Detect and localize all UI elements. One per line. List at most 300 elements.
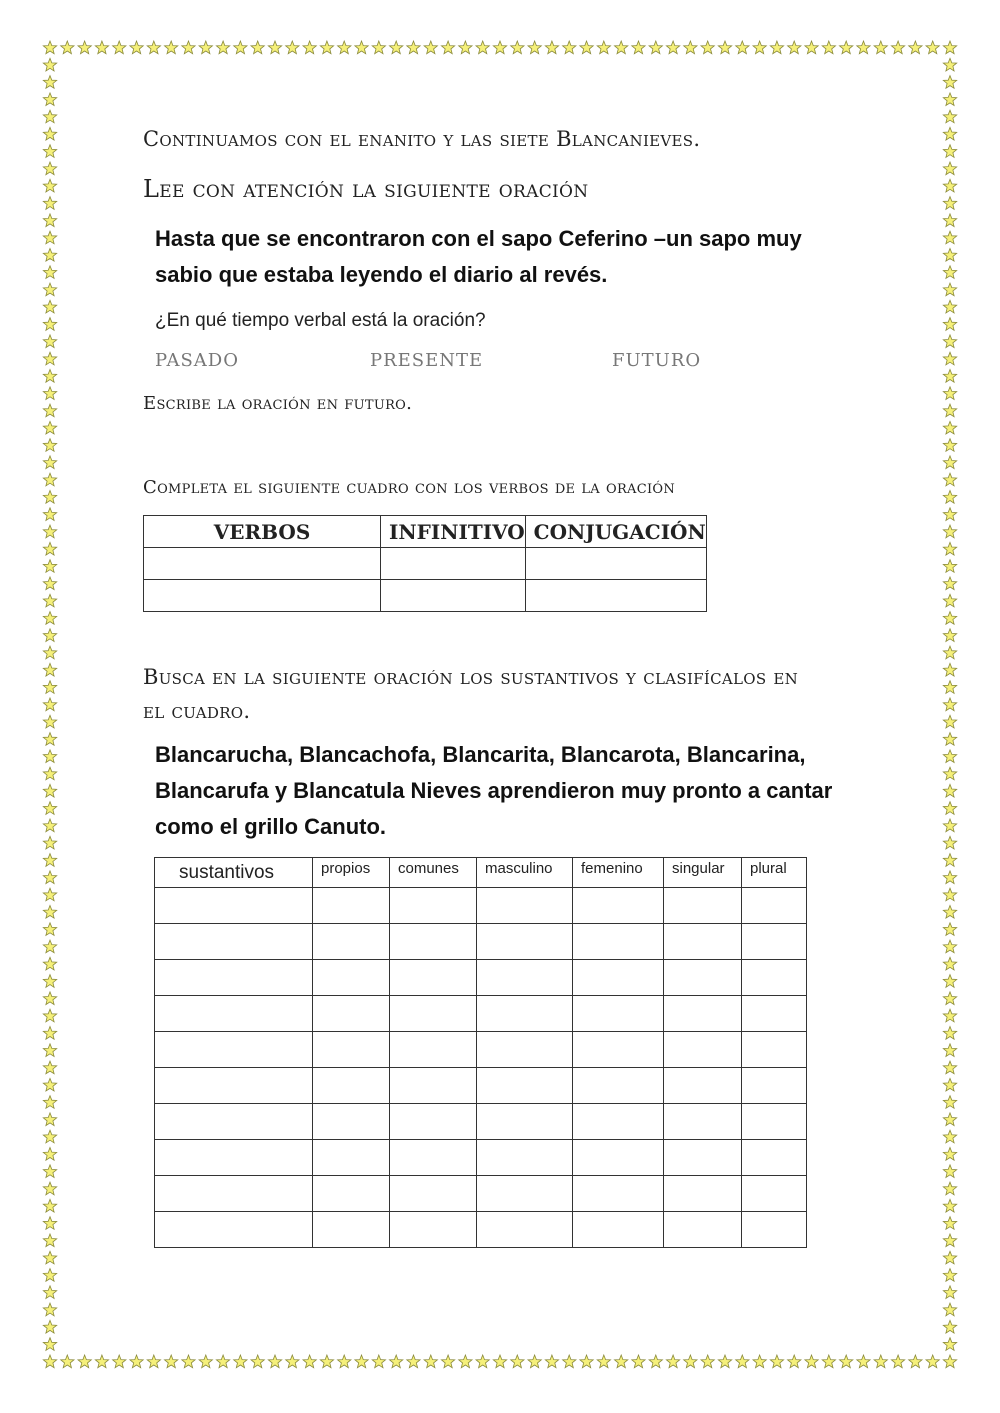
star-icon bbox=[511, 1355, 524, 1368]
star-icon bbox=[943, 1009, 956, 1022]
star-icon bbox=[43, 145, 56, 158]
star-icon bbox=[441, 41, 454, 54]
star-icon bbox=[43, 836, 56, 849]
star-icon bbox=[43, 1320, 56, 1333]
star-icon bbox=[424, 41, 437, 54]
star-icon bbox=[61, 41, 74, 54]
star-icon bbox=[43, 525, 56, 538]
star-icon bbox=[43, 1303, 56, 1316]
table-cell[interactable] bbox=[390, 960, 477, 996]
star-icon bbox=[43, 715, 56, 728]
table-cell[interactable] bbox=[742, 996, 807, 1032]
table-cell[interactable] bbox=[742, 888, 807, 924]
star-icon bbox=[943, 975, 956, 988]
question-verb-tense: ¿En qué tiempo verbal está la oración? bbox=[155, 310, 486, 331]
star-icon bbox=[943, 335, 956, 348]
star-icon bbox=[372, 1355, 385, 1368]
star-icon bbox=[216, 1355, 229, 1368]
heading-read-sentence: Lee con atención la siguiente oración bbox=[143, 175, 589, 203]
star-icon bbox=[943, 145, 956, 158]
star-icon bbox=[43, 1199, 56, 1212]
star-icon bbox=[943, 750, 956, 763]
star-icon bbox=[43, 698, 56, 711]
star-icon bbox=[632, 41, 645, 54]
star-icon bbox=[199, 41, 212, 54]
star-icon bbox=[943, 162, 956, 175]
sentence-sapo-ceferino: Hasta que se encontraron con el sapo Ceferino –un sapo muy sabio que estaba leyendo el diario al revés. bbox=[155, 226, 802, 287]
table-cell[interactable] bbox=[664, 924, 742, 960]
star-icon bbox=[943, 58, 956, 71]
table-cell[interactable] bbox=[477, 1212, 573, 1248]
star-icon bbox=[943, 525, 956, 538]
star-icon bbox=[43, 646, 56, 659]
instruction-complete-table: Completa el siguiente cuadro con los verbos de la oración bbox=[143, 477, 676, 498]
heading-continuation: Continuamos con el enanito y las siete Blancanieves. bbox=[143, 127, 701, 151]
table-row bbox=[155, 888, 807, 924]
star-icon bbox=[43, 127, 56, 140]
star-icon bbox=[943, 93, 956, 106]
star-icon bbox=[320, 41, 333, 54]
star-icon bbox=[234, 1355, 247, 1368]
table-cell[interactable] bbox=[525, 580, 706, 612]
table-row bbox=[155, 996, 807, 1032]
star-icon bbox=[788, 41, 801, 54]
star-icon bbox=[943, 1251, 956, 1264]
table-cell[interactable] bbox=[144, 548, 381, 580]
table-cell[interactable] bbox=[390, 996, 477, 1032]
star-icon bbox=[43, 421, 56, 434]
star-icon bbox=[943, 1355, 956, 1368]
star-icon bbox=[943, 491, 956, 504]
table-cell[interactable] bbox=[381, 580, 526, 612]
star-icon bbox=[943, 1113, 956, 1126]
star-icon bbox=[666, 1355, 679, 1368]
table-cell[interactable] bbox=[573, 1032, 664, 1068]
star-icon bbox=[943, 940, 956, 953]
star-icon bbox=[43, 577, 56, 590]
table-cell[interactable] bbox=[477, 1140, 573, 1176]
table-cell[interactable] bbox=[313, 1140, 390, 1176]
star-icon bbox=[43, 473, 56, 486]
star-icon bbox=[43, 802, 56, 815]
star-icon bbox=[943, 594, 956, 607]
table-cell[interactable] bbox=[390, 1032, 477, 1068]
star-icon bbox=[43, 854, 56, 867]
table-cell[interactable] bbox=[742, 1212, 807, 1248]
star-icon bbox=[43, 1044, 56, 1057]
star-icon bbox=[943, 871, 956, 884]
star-icon bbox=[597, 41, 610, 54]
star-icon bbox=[95, 1355, 108, 1368]
star-icon bbox=[943, 1286, 956, 1299]
table-cell[interactable] bbox=[664, 996, 742, 1032]
star-icon bbox=[822, 1355, 835, 1368]
table-cell[interactable] bbox=[313, 888, 390, 924]
star-icon bbox=[943, 283, 956, 296]
table-cell[interactable] bbox=[155, 1140, 313, 1176]
star-icon bbox=[943, 266, 956, 279]
star-icon bbox=[43, 629, 56, 642]
table-row bbox=[155, 1176, 807, 1212]
table-cell[interactable] bbox=[477, 1176, 573, 1212]
star-icon bbox=[597, 1355, 610, 1368]
star-icon bbox=[943, 715, 956, 728]
star-icon bbox=[43, 335, 56, 348]
star-icon bbox=[43, 1027, 56, 1040]
star-icon bbox=[943, 456, 956, 469]
star-icon bbox=[701, 1355, 714, 1368]
star-icon bbox=[43, 612, 56, 625]
table-cell[interactable] bbox=[155, 1176, 313, 1212]
star-icon bbox=[216, 41, 229, 54]
table-cell[interactable] bbox=[390, 1212, 477, 1248]
star-icon bbox=[943, 560, 956, 573]
star-icon bbox=[43, 767, 56, 780]
star-icon bbox=[943, 957, 956, 970]
star-icon bbox=[268, 41, 281, 54]
star-icon bbox=[943, 1320, 956, 1333]
table-row bbox=[155, 924, 807, 960]
star-icon bbox=[943, 1182, 956, 1195]
table-cell[interactable] bbox=[155, 960, 313, 996]
star-icon bbox=[43, 681, 56, 694]
star-icon bbox=[943, 1165, 956, 1178]
table-cell[interactable] bbox=[573, 1176, 664, 1212]
star-icon bbox=[943, 681, 956, 694]
star-icon bbox=[943, 1061, 956, 1074]
table-cell[interactable] bbox=[573, 1104, 664, 1140]
star-icon bbox=[43, 266, 56, 279]
star-icon bbox=[459, 41, 472, 54]
verbs-table bbox=[143, 515, 707, 612]
star-icon bbox=[147, 1355, 160, 1368]
star-icon bbox=[43, 352, 56, 365]
star-icon bbox=[441, 1355, 454, 1368]
star-icon bbox=[355, 1355, 368, 1368]
header-sustantivos: sustantivos bbox=[155, 858, 313, 888]
star-icon bbox=[476, 1355, 489, 1368]
star-icon bbox=[545, 1355, 558, 1368]
star-icon bbox=[43, 300, 56, 313]
star-icon bbox=[943, 836, 956, 849]
star-icon bbox=[943, 1217, 956, 1230]
star-icon bbox=[943, 1148, 956, 1161]
star-icon bbox=[43, 871, 56, 884]
star-icon bbox=[61, 1355, 74, 1368]
star-icon bbox=[943, 733, 956, 746]
star-icon bbox=[943, 854, 956, 867]
star-icon bbox=[130, 1355, 143, 1368]
table-cell[interactable] bbox=[664, 960, 742, 996]
table-cell[interactable] bbox=[390, 888, 477, 924]
header-infinitivo: INFINITIVO bbox=[381, 516, 526, 548]
star-icon bbox=[43, 179, 56, 192]
option-pasado[interactable]: PASADO bbox=[155, 350, 239, 371]
table-cell[interactable] bbox=[313, 1068, 390, 1104]
sentence-blancanieves-names: Blancarucha, Blancachofa, Blancarita, Blancarota, Blancarina, Blancarufa y Blancatula Nieves aprendieron muy pronto a cantar como el grillo Canuto. bbox=[155, 742, 833, 839]
star-icon bbox=[926, 1355, 939, 1368]
star-icon bbox=[857, 1355, 870, 1368]
star-icon bbox=[770, 1355, 783, 1368]
star-icon bbox=[43, 370, 56, 383]
star-icon bbox=[43, 923, 56, 936]
star-icon bbox=[943, 767, 956, 780]
table-cell[interactable] bbox=[390, 1140, 477, 1176]
star-icon bbox=[43, 318, 56, 331]
star-icon bbox=[943, 612, 956, 625]
table-cell[interactable] bbox=[313, 1104, 390, 1140]
table-cell[interactable] bbox=[155, 1212, 313, 1248]
table-cell[interactable] bbox=[525, 548, 706, 580]
star-icon bbox=[43, 1096, 56, 1109]
star-icon bbox=[43, 594, 56, 607]
header-femenino: femenino bbox=[573, 858, 664, 888]
table-cell[interactable] bbox=[573, 924, 664, 960]
table-cell[interactable] bbox=[573, 1068, 664, 1104]
header-singular: singular bbox=[664, 858, 742, 888]
table-row bbox=[155, 1212, 807, 1248]
star-icon bbox=[43, 975, 56, 988]
table-cell[interactable] bbox=[313, 1212, 390, 1248]
star-icon bbox=[147, 41, 160, 54]
star-icon bbox=[943, 1199, 956, 1212]
star-icon bbox=[130, 41, 143, 54]
star-icon bbox=[43, 542, 56, 555]
star-icon bbox=[736, 41, 749, 54]
star-icon bbox=[43, 110, 56, 123]
star-icon bbox=[43, 1009, 56, 1022]
star-icon bbox=[874, 41, 887, 54]
star-icon bbox=[43, 1338, 56, 1351]
table-cell[interactable] bbox=[664, 1032, 742, 1068]
star-icon bbox=[43, 1217, 56, 1230]
table-cell[interactable] bbox=[477, 1104, 573, 1140]
table-cell[interactable] bbox=[573, 960, 664, 996]
star-icon bbox=[943, 300, 956, 313]
table-cell[interactable] bbox=[313, 1032, 390, 1068]
option-futuro[interactable]: FUTURO bbox=[612, 350, 702, 371]
star-icon bbox=[390, 41, 403, 54]
star-icon bbox=[43, 906, 56, 919]
star-icon bbox=[182, 1355, 195, 1368]
star-icon bbox=[805, 1355, 818, 1368]
star-icon bbox=[43, 1269, 56, 1282]
header-masculino: masculino bbox=[477, 858, 573, 888]
star-icon bbox=[805, 41, 818, 54]
table-cell[interactable] bbox=[155, 1032, 313, 1068]
star-icon bbox=[43, 508, 56, 521]
table-cell[interactable] bbox=[742, 924, 807, 960]
star-icon bbox=[563, 41, 576, 54]
option-presente[interactable]: PRESENTE bbox=[370, 350, 484, 371]
star-icon bbox=[718, 1355, 731, 1368]
table-cell[interactable] bbox=[573, 888, 664, 924]
star-icon bbox=[943, 1269, 956, 1282]
nouns-header-row bbox=[155, 858, 807, 888]
table-row bbox=[155, 1068, 807, 1104]
star-icon bbox=[943, 819, 956, 832]
star-icon bbox=[199, 1355, 212, 1368]
star-icon bbox=[320, 1355, 333, 1368]
star-icon bbox=[943, 1130, 956, 1143]
star-icon bbox=[943, 439, 956, 452]
star-icon bbox=[459, 1355, 472, 1368]
star-icon bbox=[268, 1355, 281, 1368]
star-icon bbox=[165, 1355, 178, 1368]
star-icon bbox=[615, 41, 628, 54]
star-icon bbox=[286, 1355, 299, 1368]
star-icon bbox=[43, 1251, 56, 1264]
table-cell[interactable] bbox=[313, 1176, 390, 1212]
table-cell[interactable] bbox=[742, 1068, 807, 1104]
table-cell[interactable] bbox=[144, 580, 381, 612]
star-icon bbox=[943, 473, 956, 486]
header-propios: propios bbox=[313, 858, 390, 888]
star-icon bbox=[95, 41, 108, 54]
star-icon bbox=[891, 41, 904, 54]
star-icon bbox=[43, 404, 56, 417]
table-cell[interactable] bbox=[390, 1176, 477, 1212]
star-icon bbox=[580, 41, 593, 54]
table-cell[interactable] bbox=[573, 1212, 664, 1248]
star-icon bbox=[684, 1355, 697, 1368]
star-icon bbox=[943, 1234, 956, 1247]
header-conjugacion: CONJUGACIÓN bbox=[525, 516, 706, 548]
star-icon bbox=[943, 249, 956, 262]
table-cell[interactable] bbox=[664, 1068, 742, 1104]
table-cell[interactable] bbox=[742, 1104, 807, 1140]
star-icon bbox=[43, 162, 56, 175]
star-icon bbox=[43, 957, 56, 970]
star-icon bbox=[407, 1355, 420, 1368]
star-icon bbox=[943, 646, 956, 659]
star-icon bbox=[407, 41, 420, 54]
verbs-header-row bbox=[144, 516, 707, 548]
star-icon bbox=[943, 923, 956, 936]
star-icon bbox=[338, 1355, 351, 1368]
star-icon bbox=[528, 41, 541, 54]
table-cell[interactable] bbox=[390, 1068, 477, 1104]
star-icon bbox=[545, 41, 558, 54]
star-icon bbox=[649, 1355, 662, 1368]
table-cell[interactable] bbox=[664, 1140, 742, 1176]
table-cell[interactable] bbox=[477, 960, 573, 996]
star-icon bbox=[943, 698, 956, 711]
star-icon bbox=[943, 992, 956, 1005]
star-icon bbox=[43, 1182, 56, 1195]
table-cell[interactable] bbox=[664, 888, 742, 924]
star-icon bbox=[943, 179, 956, 192]
table-cell[interactable] bbox=[477, 1032, 573, 1068]
table-cell[interactable] bbox=[381, 548, 526, 580]
table-cell[interactable] bbox=[664, 1176, 742, 1212]
table-cell[interactable] bbox=[313, 996, 390, 1032]
instruction-find-nouns: Busca en la siguiente oración los sustantivos y clasifícalos en el cuadro. bbox=[143, 665, 799, 723]
star-icon bbox=[840, 41, 853, 54]
table-cell[interactable] bbox=[664, 1212, 742, 1248]
star-icon bbox=[43, 1148, 56, 1161]
star-icon bbox=[943, 214, 956, 227]
table-cell[interactable] bbox=[313, 924, 390, 960]
table-cell[interactable] bbox=[155, 1104, 313, 1140]
table-cell[interactable] bbox=[742, 1032, 807, 1068]
star-icon bbox=[528, 1355, 541, 1368]
table-row bbox=[155, 1032, 807, 1068]
star-icon bbox=[43, 387, 56, 400]
star-icon bbox=[909, 1355, 922, 1368]
star-icon bbox=[943, 387, 956, 400]
star-icon bbox=[943, 1338, 956, 1351]
star-icon bbox=[43, 214, 56, 227]
table-cell[interactable] bbox=[742, 1140, 807, 1176]
table-cell[interactable] bbox=[155, 924, 313, 960]
star-icon bbox=[632, 1355, 645, 1368]
table-cell[interactable] bbox=[477, 888, 573, 924]
header-verbos: VERBOS bbox=[144, 516, 381, 548]
star-icon bbox=[493, 41, 506, 54]
star-icon bbox=[113, 1355, 126, 1368]
star-icon bbox=[891, 1355, 904, 1368]
table-cell[interactable] bbox=[477, 1068, 573, 1104]
star-icon bbox=[43, 819, 56, 832]
table-cell[interactable] bbox=[155, 996, 313, 1032]
star-icon bbox=[43, 992, 56, 1005]
star-icon bbox=[43, 1130, 56, 1143]
star-icon bbox=[943, 784, 956, 797]
table-cell[interactable] bbox=[390, 1104, 477, 1140]
star-icon bbox=[788, 1355, 801, 1368]
star-icon bbox=[424, 1355, 437, 1368]
star-icon bbox=[390, 1355, 403, 1368]
table-cell[interactable] bbox=[742, 1176, 807, 1212]
instruction-write-future: Escribe la oración en futuro. bbox=[143, 393, 413, 414]
star-icon bbox=[43, 76, 56, 89]
table-cell[interactable] bbox=[477, 996, 573, 1032]
star-icon bbox=[943, 577, 956, 590]
star-icon bbox=[43, 249, 56, 262]
star-icon bbox=[857, 41, 870, 54]
table-cell[interactable] bbox=[390, 924, 477, 960]
table-cell[interactable] bbox=[742, 960, 807, 996]
star-icon bbox=[943, 906, 956, 919]
star-icon bbox=[943, 1303, 956, 1316]
star-icon bbox=[736, 1355, 749, 1368]
star-icon bbox=[78, 41, 91, 54]
table-cell[interactable] bbox=[573, 996, 664, 1032]
nouns-table bbox=[154, 857, 807, 1248]
star-icon bbox=[43, 733, 56, 746]
star-icon bbox=[372, 41, 385, 54]
star-icon bbox=[943, 76, 956, 89]
star-icon bbox=[286, 41, 299, 54]
star-icon bbox=[113, 41, 126, 54]
star-icon bbox=[493, 1355, 506, 1368]
star-icon bbox=[580, 1355, 593, 1368]
star-icon bbox=[43, 197, 56, 210]
star-icon bbox=[943, 1078, 956, 1091]
table-cell[interactable] bbox=[477, 924, 573, 960]
star-icon bbox=[43, 1355, 56, 1368]
star-icon bbox=[926, 41, 939, 54]
star-icon bbox=[43, 1165, 56, 1178]
star-icon bbox=[943, 352, 956, 365]
table-cell[interactable] bbox=[313, 960, 390, 996]
table-cell[interactable] bbox=[155, 1068, 313, 1104]
table-cell[interactable] bbox=[155, 888, 313, 924]
table-cell[interactable] bbox=[664, 1104, 742, 1140]
table-cell[interactable] bbox=[573, 1140, 664, 1176]
star-icon bbox=[770, 41, 783, 54]
